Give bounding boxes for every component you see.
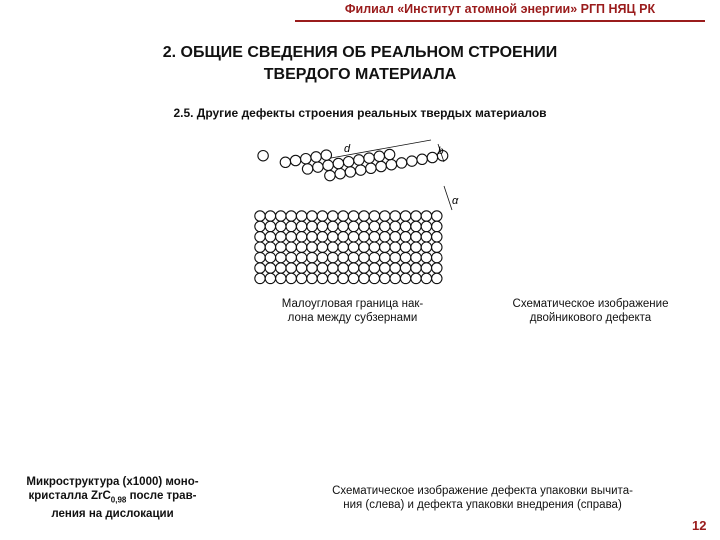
atom	[417, 154, 427, 164]
atom	[286, 273, 296, 283]
atom	[411, 232, 421, 242]
atom	[400, 252, 410, 262]
atom	[348, 232, 358, 242]
atom	[421, 232, 431, 242]
atom	[376, 161, 386, 171]
atom	[317, 252, 327, 262]
caption-low-angle-line-1: Малоугловая граница нак-	[281, 298, 424, 310]
atom	[301, 154, 311, 164]
atom	[286, 221, 296, 231]
slide-title-line-2: ТВЕРДОГО МАТЕРИАЛА	[263, 66, 457, 83]
atom	[265, 252, 275, 262]
slide-subtitle: 2.5. Другие дефекты строения реальных твердых материалов	[173, 106, 547, 120]
atom	[321, 150, 331, 160]
atom	[265, 211, 275, 221]
atom	[338, 263, 348, 273]
atom	[390, 221, 400, 231]
atom	[432, 242, 442, 252]
atom	[380, 273, 390, 283]
atom	[338, 242, 348, 252]
atom	[400, 273, 410, 283]
atom	[255, 263, 265, 273]
atom	[255, 211, 265, 221]
header-underline	[295, 20, 705, 22]
atom	[280, 157, 290, 167]
atom	[338, 221, 348, 231]
atom	[296, 211, 306, 221]
atom	[421, 242, 431, 252]
atom	[338, 211, 348, 221]
atom	[390, 211, 400, 221]
atom	[317, 232, 327, 242]
atom	[348, 252, 358, 262]
atom	[335, 169, 345, 179]
atom	[411, 252, 421, 262]
atom	[296, 252, 306, 262]
atom	[369, 263, 379, 273]
atom	[307, 263, 317, 273]
atom	[356, 165, 366, 175]
caption-stacking-fault	[275, 484, 690, 512]
atom	[400, 242, 410, 252]
label-b: b	[438, 146, 444, 157]
low-angle-boundary-diagram	[238, 130, 463, 288]
atom	[411, 273, 421, 283]
atom	[380, 252, 390, 262]
atom	[432, 273, 442, 283]
atom	[307, 211, 317, 221]
atom	[296, 232, 306, 242]
caption-micro-subscript: 0,98	[110, 495, 127, 505]
atom	[432, 252, 442, 262]
atom	[276, 221, 286, 231]
atom	[432, 232, 442, 242]
atom	[296, 221, 306, 231]
atom	[390, 252, 400, 262]
atom	[317, 242, 327, 252]
atom	[407, 156, 417, 166]
atom	[348, 263, 358, 273]
atom	[359, 211, 369, 221]
atom	[359, 242, 369, 252]
atom	[369, 211, 379, 221]
label-d: d	[344, 143, 351, 155]
caption-micro-line-2	[5, 489, 220, 507]
atom	[307, 221, 317, 231]
atom	[333, 158, 343, 168]
atom	[323, 160, 333, 170]
atom	[307, 252, 317, 262]
atom	[296, 263, 306, 273]
atom	[286, 232, 296, 242]
atom	[359, 221, 369, 231]
atom	[348, 242, 358, 252]
atom	[265, 273, 275, 283]
angle-line	[444, 186, 452, 210]
atom	[276, 242, 286, 252]
atom	[276, 252, 286, 262]
atom	[276, 263, 286, 273]
atom	[255, 232, 265, 242]
atom	[328, 232, 338, 242]
atom	[290, 155, 300, 165]
atom	[421, 211, 431, 221]
atom	[325, 170, 335, 180]
atom	[432, 211, 442, 221]
atom	[380, 263, 390, 273]
atom	[348, 221, 358, 231]
caption-stacking-line-2: ния (слева) и дефекта упаковки внедрения (справа)	[343, 499, 622, 511]
atom	[359, 232, 369, 242]
lower-grain-atoms	[255, 211, 442, 284]
caption-micro-line-3: ления на дислокации	[51, 508, 174, 521]
atom	[328, 263, 338, 273]
atom	[317, 273, 327, 283]
institute-header: Филиал «Институт атомной энергии» РГП НЯЦ РК	[344, 2, 656, 16]
atom	[380, 211, 390, 221]
slide-title	[100, 42, 620, 86]
caption-twin-line-2: двойникового дефекта	[529, 312, 652, 324]
atom	[258, 151, 268, 161]
atom	[369, 221, 379, 231]
caption-micro-line-1: Микроструктура (x1000) моно-	[26, 476, 199, 488]
atom	[432, 221, 442, 231]
caption-low-angle-boundary	[255, 297, 450, 325]
atom	[313, 162, 323, 172]
atom	[390, 242, 400, 252]
atom	[411, 221, 421, 231]
atom	[400, 232, 410, 242]
atom	[265, 242, 275, 252]
atom	[400, 263, 410, 273]
atom	[328, 242, 338, 252]
atom	[364, 153, 374, 163]
atom	[390, 263, 400, 273]
atom	[307, 232, 317, 242]
label-alpha: α	[452, 195, 459, 207]
atom	[286, 242, 296, 252]
caption-low-angle-line-2: лона между субзернами	[287, 312, 418, 324]
atom	[380, 232, 390, 242]
atom	[369, 232, 379, 242]
atom	[411, 263, 421, 273]
atom	[348, 273, 358, 283]
atom	[338, 252, 348, 262]
atom	[345, 167, 355, 177]
atom	[328, 252, 338, 262]
atom	[317, 221, 327, 231]
atom	[400, 221, 410, 231]
atom	[374, 151, 384, 161]
atom	[255, 221, 265, 231]
atom	[400, 211, 410, 221]
atom	[411, 211, 421, 221]
atom	[286, 263, 296, 273]
atom	[366, 163, 376, 173]
page-number: 12	[692, 518, 707, 533]
atom	[427, 152, 437, 162]
atom	[265, 221, 275, 231]
atom	[317, 211, 327, 221]
atom	[296, 273, 306, 283]
atom	[276, 232, 286, 242]
atom	[421, 273, 431, 283]
atom	[317, 263, 327, 273]
atom	[432, 263, 442, 273]
atom	[276, 211, 286, 221]
caption-microstructure	[5, 475, 220, 521]
slide-title-line-1: 2. ОБЩИЕ СВЕДЕНИЯ ОБ РЕАЛЬНОМ СТРОЕНИИ	[162, 44, 558, 61]
atom	[369, 252, 379, 262]
atom	[359, 263, 369, 273]
caption-stacking-line-1: Схематическое изображение дефекта упаковки вычита-	[332, 485, 633, 497]
caption-micro-line-2-end: после трав-	[126, 490, 197, 502]
atom	[390, 273, 400, 283]
atom	[411, 242, 421, 252]
atom	[255, 242, 265, 252]
atom	[343, 157, 353, 167]
atom	[390, 232, 400, 242]
atom	[380, 221, 390, 231]
caption-twin-line-1: Схематическое изображение	[512, 298, 669, 310]
atom	[369, 273, 379, 283]
atom	[386, 160, 396, 170]
atom	[421, 221, 431, 231]
atom	[286, 211, 296, 221]
atom	[328, 211, 338, 221]
atom	[396, 158, 406, 168]
caption-micro-line-2-start: кристалла ZrC	[28, 490, 111, 502]
atom	[307, 242, 317, 252]
atom	[359, 273, 369, 283]
atom	[328, 221, 338, 231]
atom	[276, 273, 286, 283]
atom	[286, 252, 296, 262]
atom	[384, 149, 394, 159]
atom	[328, 273, 338, 283]
atom	[338, 232, 348, 242]
atom	[380, 242, 390, 252]
atom	[311, 152, 321, 162]
atom	[369, 242, 379, 252]
atom	[255, 252, 265, 262]
atom	[302, 164, 312, 174]
caption-twin-defect	[478, 297, 703, 325]
atom	[265, 263, 275, 273]
atom	[338, 273, 348, 283]
atom	[296, 242, 306, 252]
atom	[255, 273, 265, 283]
atom	[354, 155, 364, 165]
atom	[421, 263, 431, 273]
atom	[348, 211, 358, 221]
atom	[307, 273, 317, 283]
atom	[359, 252, 369, 262]
atom	[421, 252, 431, 262]
atom	[265, 232, 275, 242]
